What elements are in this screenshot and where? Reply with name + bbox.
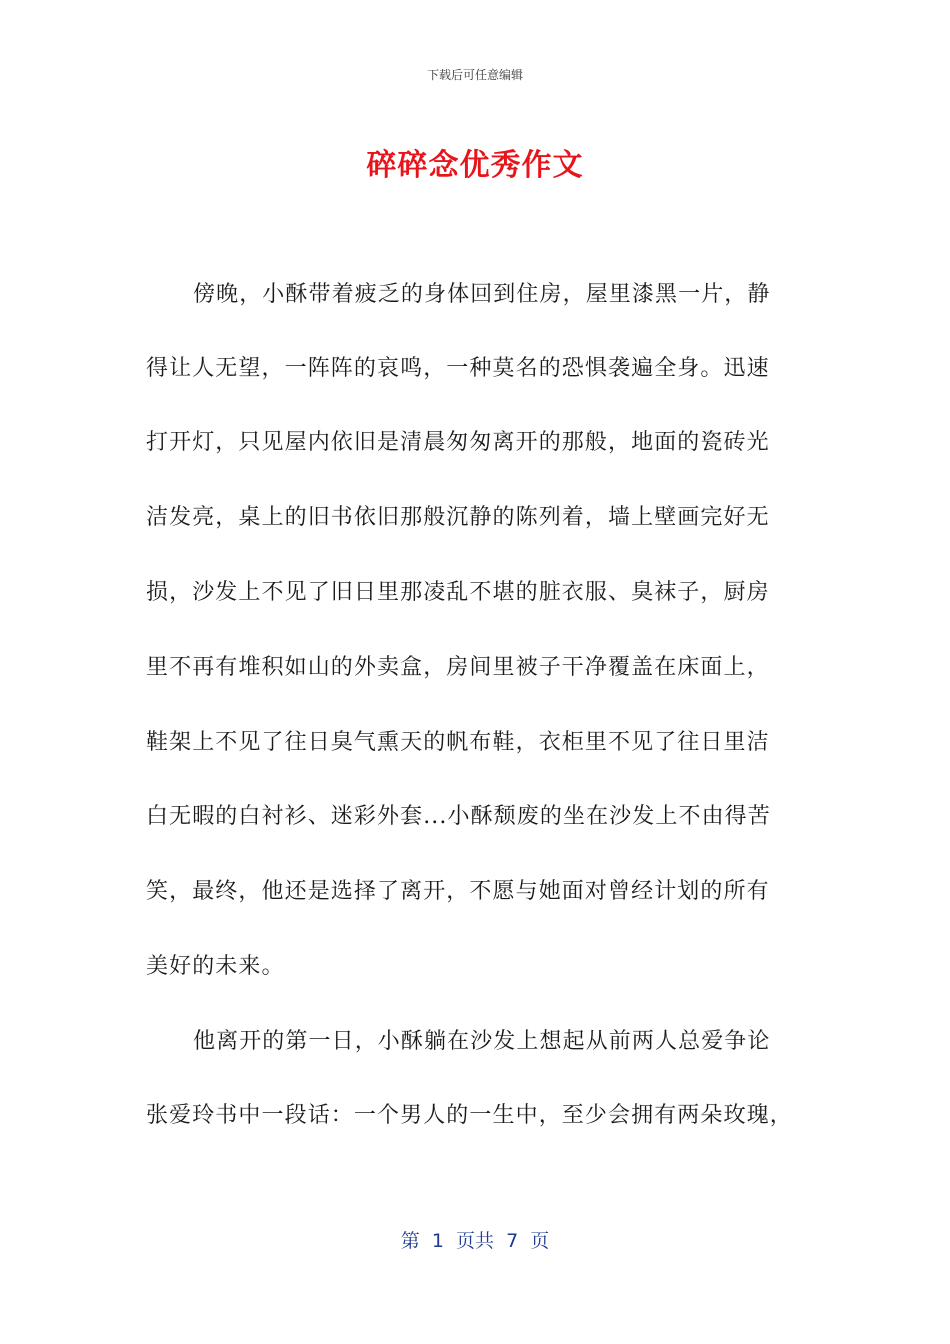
- body-line-4: 洁发亮，桌上的旧书依旧那般沉静的陈列着，墙上壁画完好无: [146, 505, 770, 530]
- body-line-3: 打开灯，只见屋内依旧是清晨匆匆离开的那般，地面的瓷砖光: [146, 430, 770, 455]
- body-line-5: 损，沙发上不见了旧日里那凌乱不堪的脏衣服、臭袜子，厨房: [146, 580, 770, 605]
- document-title: 碎碎念优秀作文: [366, 148, 584, 183]
- body-line-2: 得让人无望，一阵阵的哀鸣，一种莫名的恐惧袭遍全身。迅速: [146, 356, 770, 381]
- page-number: 第 1 页共 7 页: [400, 1230, 550, 1252]
- body-line-11: 他离开的第一日，小酥躺在沙发上想起从前两人总爱争论: [193, 1029, 771, 1054]
- body-line-10: 美好的未来。: [146, 954, 285, 979]
- body-line-9: 笑，最终，他还是选择了离开，不愿与她面对曾经计划的所有: [146, 879, 770, 904]
- body-line-12: 张爱玲书中一段话：一个男人的一生中，至少会拥有两朵玫瑰，: [146, 1103, 793, 1128]
- body-line-8: 白无暇的白衬衫、迷彩外套...小酥颓废的坐在沙发上不由得苦: [146, 804, 771, 829]
- body-line-6: 里不再有堆积如山的外卖盒，房间里被子干净覆盖在床面上，: [146, 655, 770, 680]
- header-note: 下载后可任意编辑: [426, 68, 523, 82]
- body-line-7: 鞋架上不见了往日臭气熏天的帆布鞋，衣柜里不见了往日里洁: [146, 730, 770, 755]
- body-line-1: 傍晚，小酥带着疲乏的身体回到住房，屋里漆黑一片，静: [193, 282, 771, 307]
